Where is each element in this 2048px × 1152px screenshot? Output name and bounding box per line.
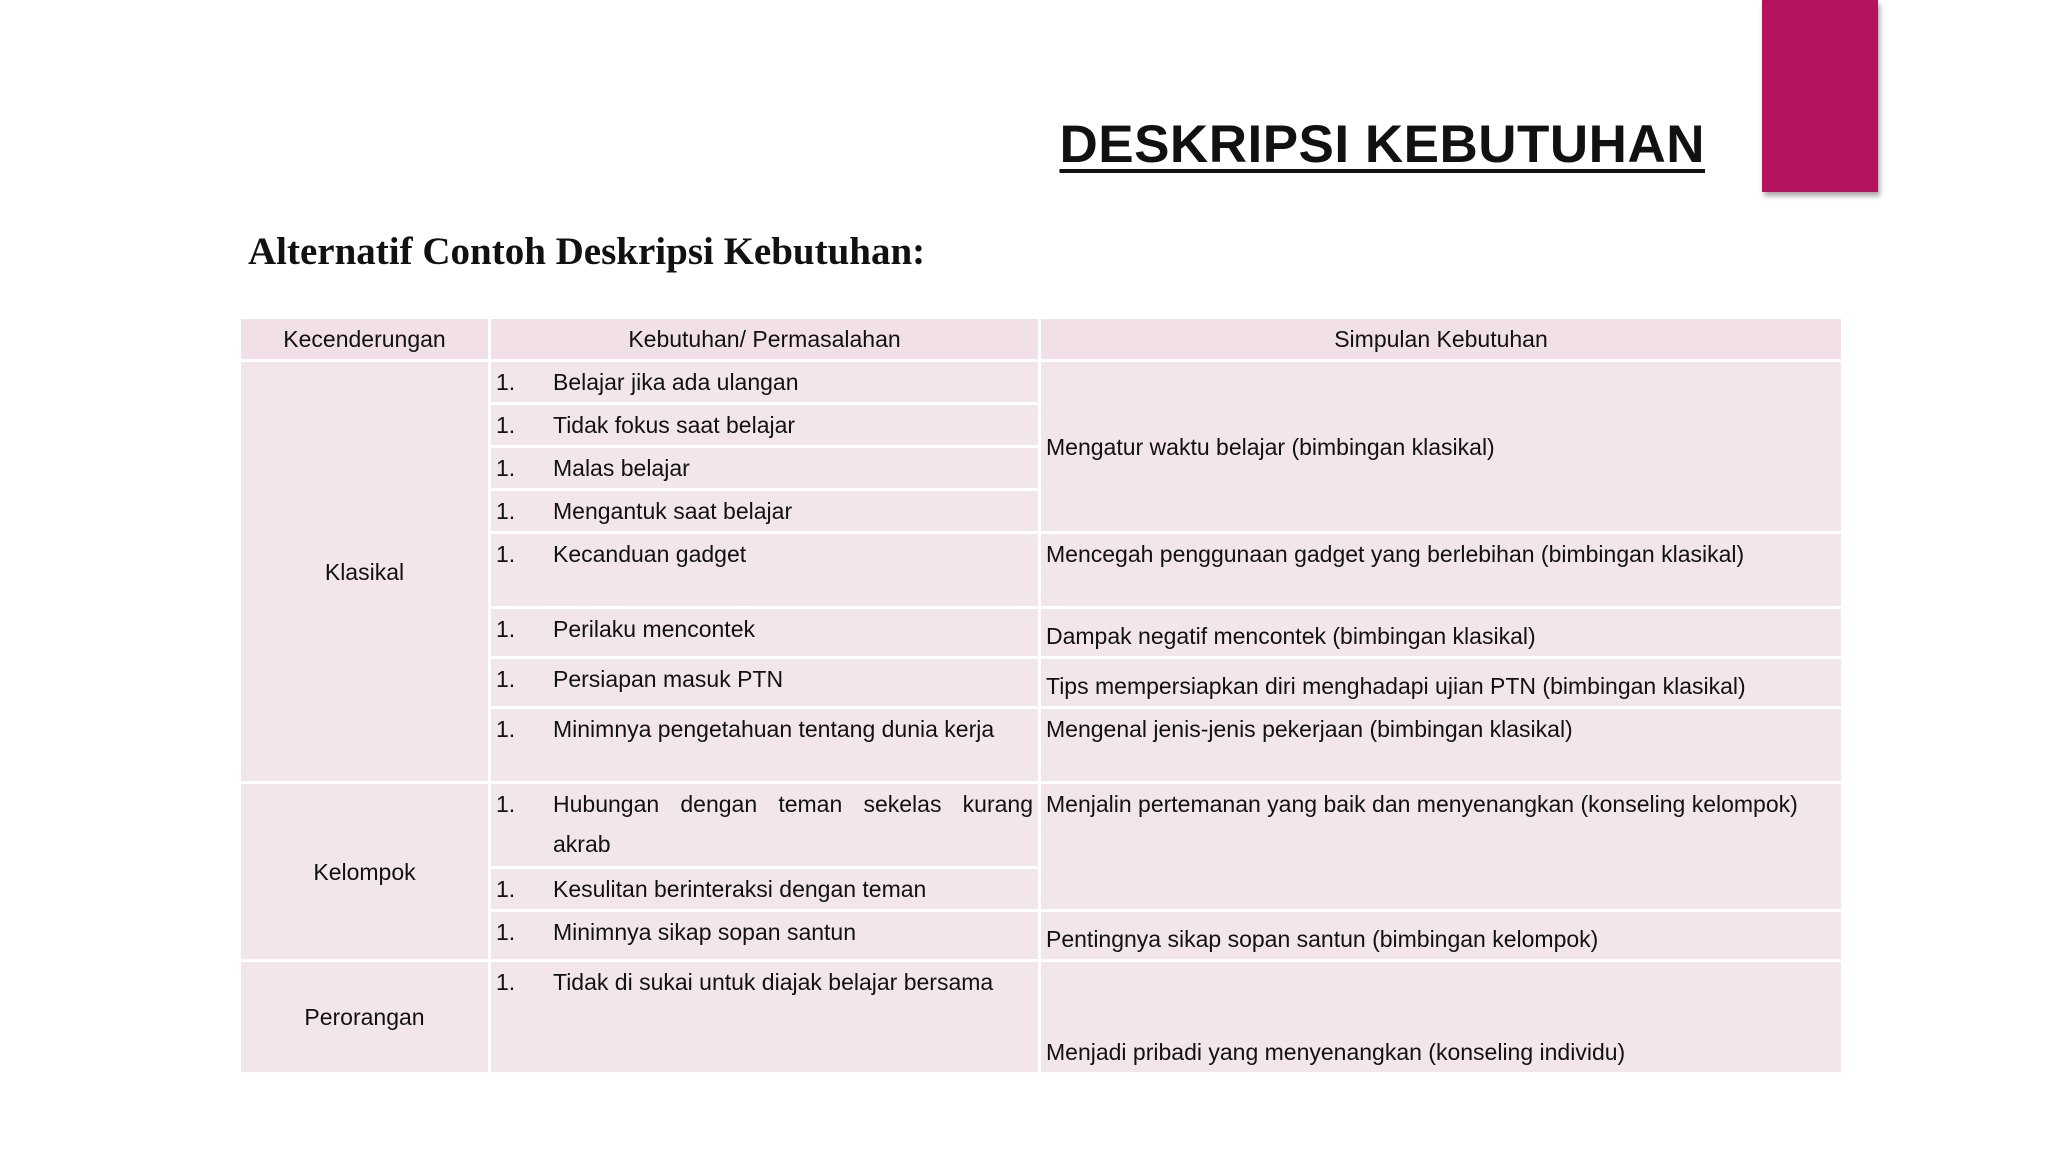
problem-text: Mengantuk saat belajar (553, 498, 793, 524)
problem-text: Persiapan masuk PTN (553, 666, 784, 692)
problem-text: Tidak di sukai untuk diajak belajar bersama (553, 969, 994, 995)
problem-cell (490, 608, 1040, 658)
item-number: 1. (496, 412, 516, 438)
subtitle: Alternatif Contoh Deskripsi Kebutuhan: (248, 230, 926, 273)
header-simpulan: Simpulan Kebutuhan (1040, 318, 1843, 361)
conclusion-cell: Dampak negatif mencontek (bimbingan klasikal) (1040, 608, 1843, 658)
item-number: 1. (496, 666, 516, 692)
item-number: 1. (496, 876, 516, 902)
problem-cell (490, 911, 1040, 961)
problem-cell (490, 404, 1040, 447)
table-row (240, 361, 1843, 404)
problem-text: Minimnya pengetahuan tentang dunia kerja (553, 716, 995, 742)
needs-table (238, 316, 1844, 1075)
problem-text: Perilaku mencontek (553, 616, 755, 642)
accent-bar (1762, 0, 1878, 192)
item-number: 1. (496, 616, 516, 642)
conclusion-cell: Tips mempersiapkan diri menghadapi ujian PTN (bimbingan klasikal) (1040, 658, 1843, 708)
problem-cell (490, 708, 1040, 783)
item-number: 1. (496, 369, 516, 395)
table-header-row (240, 318, 1843, 361)
conclusion-cell: Menjalin pertemanan yang baik dan menyenangkan (konseling kelompok) (1040, 783, 1843, 911)
item-number: 1. (496, 791, 516, 817)
problem-text: Malas belajar (553, 455, 690, 481)
problem-text: Belajar jika ada ulangan (553, 369, 799, 395)
problem-cell (490, 361, 1040, 404)
item-number: 1. (496, 455, 516, 481)
category-kelompok: Kelompok (240, 783, 490, 961)
problem-cell (490, 658, 1040, 708)
table-row (240, 783, 1843, 868)
conclusion-cell: Mengatur waktu belajar (bimbingan klasikal) (1040, 361, 1843, 533)
problem-text: Tidak fokus saat belajar (553, 412, 796, 438)
problem-cell (490, 783, 1040, 868)
conclusion-cell: Mencegah penggunaan gadget yang berlebihan (bimbingan klasikal) (1040, 533, 1843, 608)
problem-text: Hubungan dengan teman sekelas kurang akrab (553, 791, 1033, 857)
problem-text: Kecanduan gadget (553, 541, 747, 567)
problem-text: Minimnya sikap sopan santun (553, 919, 856, 945)
problem-cell (490, 533, 1040, 608)
header-kecenderungan: Kecenderungan (240, 318, 490, 361)
problem-cell (490, 447, 1040, 490)
item-number: 1. (496, 919, 516, 945)
item-number: 1. (496, 716, 516, 742)
problem-cell (490, 490, 1040, 533)
item-number: 1. (496, 498, 516, 524)
conclusion-cell: Mengenal jenis-jenis pekerjaan (bimbingan klasikal) (1040, 708, 1843, 783)
problem-cell (490, 868, 1040, 911)
conclusion-cell: Pentingnya sikap sopan santun (bimbingan kelompok) (1040, 911, 1843, 961)
slide-title: DESKRIPSI KEBUTUHAN (1059, 115, 1705, 174)
problem-cell (490, 961, 1040, 1074)
conclusion-cell: Menjadi pribadi yang menyenangkan (konseling individu) (1040, 961, 1843, 1074)
item-number: 1. (496, 969, 516, 995)
header-kebutuhan: Kebutuhan/ Permasalahan (490, 318, 1040, 361)
category-perorangan: Perorangan (240, 961, 490, 1074)
problem-text: Kesulitan berinteraksi dengan teman (553, 876, 927, 902)
category-klasikal: Klasikal (240, 361, 490, 783)
item-number: 1. (496, 541, 516, 567)
table-row (240, 961, 1843, 1074)
